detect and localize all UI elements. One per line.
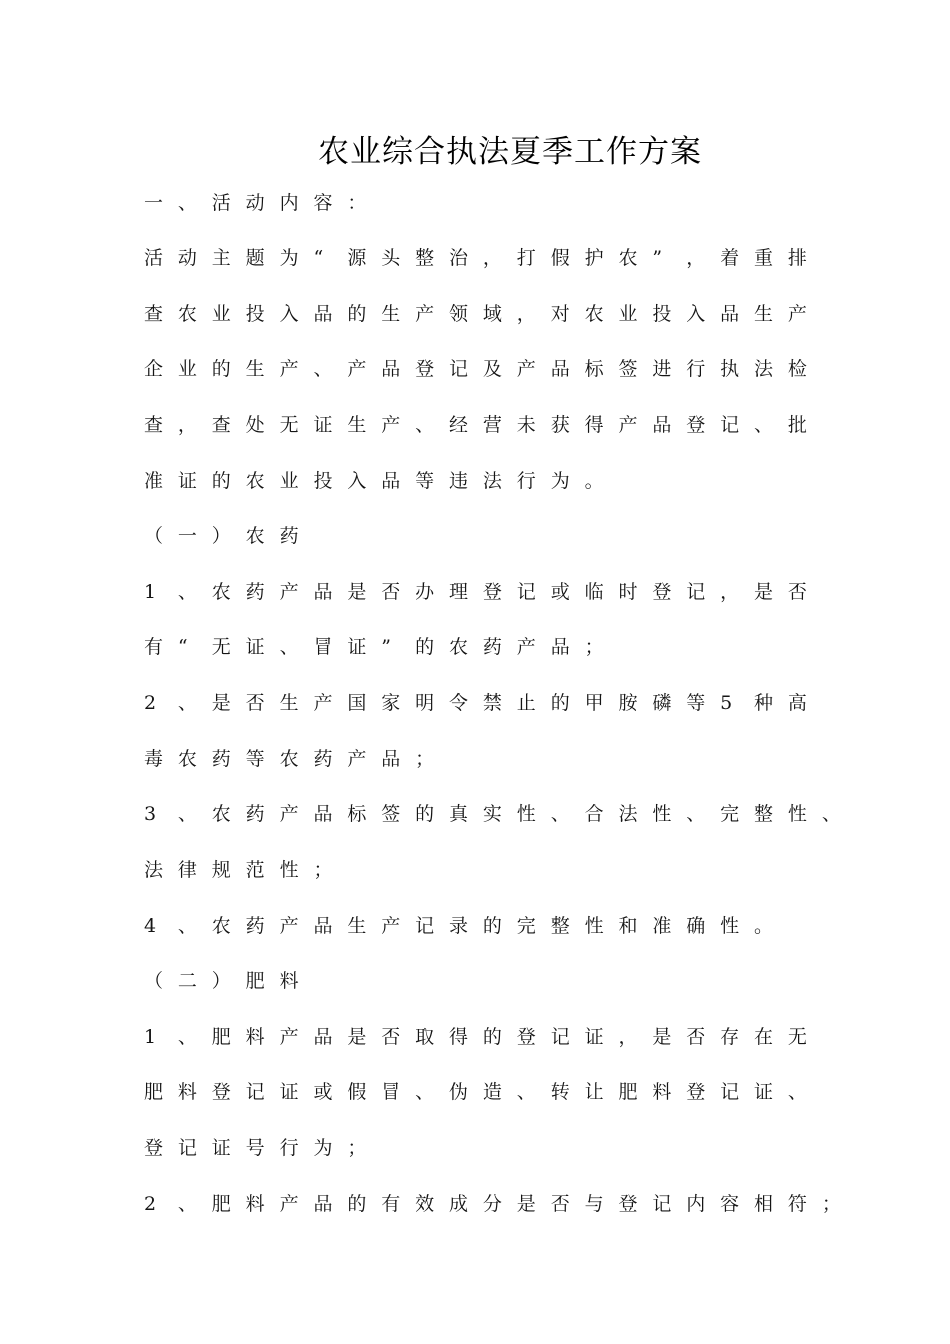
text-line: 2 、 肥 料 产 品 的 有 效 成 分 是 否 与 登 记 内 容 相 符 ； xyxy=(144,1193,841,1215)
text-line: 1 、 肥 料 产 品 是 否 取 得 的 登 记 证 ， 是 否 存 在 无 xyxy=(144,1026,807,1048)
text-line: 企 业 的 生 产 、 产 品 登 记 及 产 品 标 签 进 行 执 法 检 xyxy=(144,358,807,380)
text-line: 一 、 活 动 内 容 ： xyxy=(144,192,367,214)
text-line: 查 农 业 投 入 品 的 生 产 领 域 ， 对 农 业 投 入 品 生 产 xyxy=(144,303,807,325)
text-line: 毒 农 药 等 农 药 产 品 ； xyxy=(144,748,435,770)
text-line: 肥 料 登 记 证 或 假 冒 、 伪 造 、 转 让 肥 料 登 记 证 、 xyxy=(144,1081,807,1103)
text-line: 准 证 的 农 业 投 入 品 等 违 法 行 为 。 xyxy=(144,470,604,492)
document-title: 农业综合执法夏季工作方案 xyxy=(318,134,702,170)
text-line: 查 ， 查 处 无 证 生 产 、 经 营 未 获 得 产 品 登 记 、 批 xyxy=(144,414,807,436)
text-line: 3 、 农 药 产 品 标 签 的 真 实 性 、 合 法 性 、 完 整 性 、 xyxy=(144,803,841,825)
text-line: （ 一 ） 农 药 xyxy=(144,525,299,547)
text-line: （ 二 ） 肥 料 xyxy=(144,970,299,992)
text-line: 有 “ 无 证 、 冒 证 ” 的 农 药 产 品 ； xyxy=(144,636,604,658)
text-line: 登 记 证 号 行 为 ； xyxy=(144,1137,367,1159)
text-line: 4 、 农 药 产 品 生 产 记 录 的 完 整 性 和 准 确 性 。 xyxy=(144,915,774,937)
text-line: 法 律 规 范 性 ； xyxy=(144,859,333,881)
text-line: 2 、 是 否 生 产 国 家 明 令 禁 止 的 甲 胺 磷 等 5 种 高 xyxy=(144,692,807,714)
text-line: 活 动 主 题 为 “ 源 头 整 治 ， 打 假 护 农 ” ， 着 重 排 xyxy=(144,247,807,269)
text-line: 1 、 农 药 产 品 是 否 办 理 登 记 或 临 时 登 记 ， 是 否 xyxy=(144,581,807,603)
